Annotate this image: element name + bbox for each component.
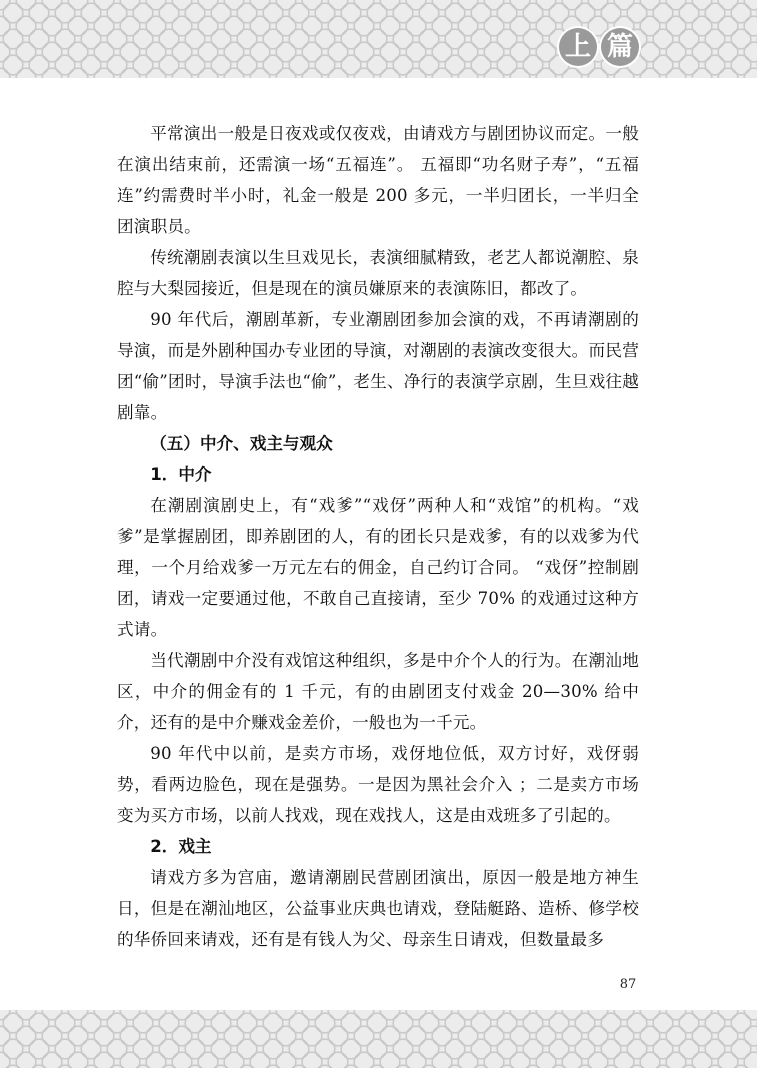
page-body bbox=[117, 118, 639, 955]
chapter-badge-group bbox=[559, 28, 639, 66]
section-heading: （五）中介、戏主与观众 bbox=[150, 434, 333, 453]
paragraph-patrons: 请戏方多为宫庙，邀请潮剧民营剧团演出，原因一般是地方神生日，但是在潮汕地区，公益事业庆典也请戏，登陆艇路、造桥、修学校的华侨回来请戏，还有是有钱人为父、母亲生日请戏，但数量最多 bbox=[117, 868, 639, 949]
bottom-lattice-band bbox=[0, 1010, 757, 1068]
paragraph-intermediary-history: 在潮剧演剧史上，有“戏爹”“戏伢”两种人和“戏馆”的机构。“戏爹”是掌握剧团，即养剧团的人，有的团长只是戏爹，有的以戏爹为代理，一个月给戏爹一万元左右的佣金，自己约订合同。 “戏伢”控制剧团，请戏一定要通过他，不敢自己直接请，至少 70% 的戏通过这种方式请。 bbox=[117, 496, 639, 639]
top-lattice-band bbox=[0, 0, 757, 78]
chapter-badge-shang: 上 bbox=[559, 28, 597, 66]
paragraph-market-shift: 90 年代中以前，是卖方市场，戏伢地位低，双方讨好，戏伢弱势，看两边脸色，现在是强势。一是因为黑社会介入 ；二是卖方市场变为买方市场，以前人找戏，现在戏找人，这是由戏班多了引起的。 bbox=[117, 744, 639, 825]
paragraph-intermediary-today: 当代潮剧中介没有戏馆这种组织，多是中介个人的行为。在潮汕地区，中介的佣金有的 1 千元，有的由剧团支付戏金 20—30% 给中介，还有的是中介赚戏金差价，一般也为一千元。 bbox=[117, 651, 639, 732]
subsection-heading-patron: 2．戏主 bbox=[150, 837, 212, 856]
paragraph-1990s-reform: 90 年代后，潮剧革新，专业潮剧团参加会演的戏，不再请潮剧的导演，而是外剧种国办专业团的导演，对潮剧的表演改变很大。而民营团“偷”团时，导演手法也“偷”，老生、净行的表演学京剧，生旦戏往越剧靠。 bbox=[117, 310, 639, 422]
subsection-heading-intermediary: 1．中介 bbox=[150, 465, 212, 484]
chapter-badge-pian: 篇 bbox=[601, 28, 639, 66]
paragraph-traditional-performance: 传统潮剧表演以生旦戏见长，表演细腻精致，老艺人都说潮腔、泉腔与大梨园接近，但是现在的演员嫌原来的表演陈旧，都改了。 bbox=[117, 248, 639, 298]
paragraph-performance-schedule: 平常演出一般是日夜戏或仅夜戏，由请戏方与剧团协议而定。一般在演出结束前，还需演一场“五福连”。 五福即“功名财子寿”，“五福连”约需费时半小时，礼金一般是 200 多元，一半归团长，一半归全团演职员。 bbox=[117, 124, 639, 236]
page-number: 87 bbox=[619, 977, 637, 992]
